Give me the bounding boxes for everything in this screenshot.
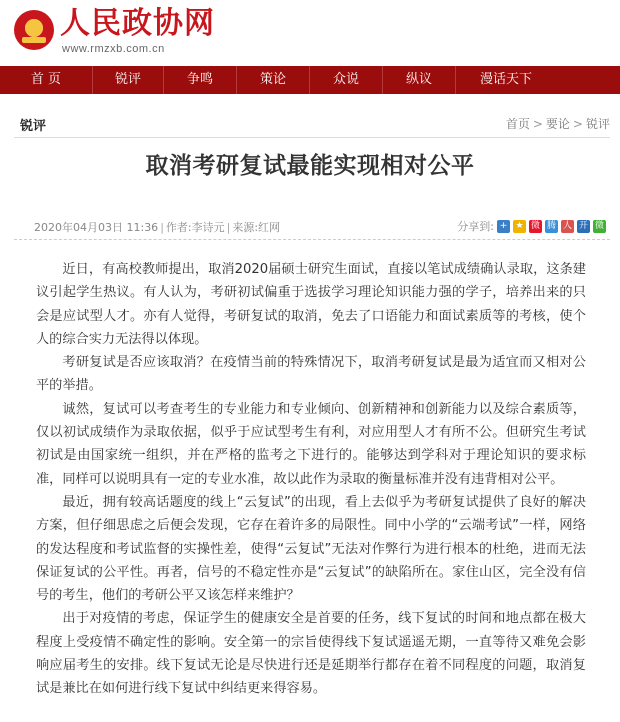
nav-item-celun[interactable]: 策论 [259, 72, 286, 87]
qzone-icon[interactable]: ★ [513, 220, 526, 233]
wechat-icon[interactable]: 微 [594, 220, 604, 231]
article-paragraph: 诚然，复试可以考查考生的专业能力和专业倾向、创新精神和创新能力以及综合素质等，仅以初试成绩作为录取依据，似乎于应试型考生有利，对应用型人才有所不公。但研究生考试初试是由国家统一组织，并在严格的监考之下进行的。能够达到学科对于理论知识的要求标准，同样可以说明具有一定的专业水准，故以此作为录取的衡量标准并没有违背相对公平。 [36, 401, 586, 487]
section-bar [14, 110, 610, 138]
site-url: www.rmzxb.com.cn [62, 43, 165, 55]
nav-item-ruiping[interactable]: 锐评 [114, 72, 141, 87]
nav-item-home[interactable]: 首 页 [30, 72, 62, 87]
meta-divider: | [226, 221, 231, 234]
article-body [36, 258, 586, 701]
breadcrumb [506, 115, 610, 132]
breadcrumb-home[interactable]: 首页 [505, 117, 530, 131]
nav-item-zhengming[interactable]: 争鸣 [186, 72, 213, 87]
meta-divider: | [160, 221, 164, 234]
site-header [0, 0, 620, 66]
share-toolbar [457, 218, 606, 234]
article-paragraph: 近日，有高校教师提出，取消2020届硕士研究生面试，直接以笔试成绩确认录取，这条建议引起学生热议。有人认为，考研初试偏重于选拔学习理论知识能力强的学子，培养出来的只会是应试型人才。亦有人觉得，考研复试的取消，免去了口语能力和面试素质等的考核，使个人的综合实力无法得以体现。 [36, 262, 586, 347]
meta-text [34, 219, 280, 235]
section-label: 锐评 [20, 119, 47, 134]
share-label: 分享到: [457, 220, 494, 233]
site-logo-title[interactable]: 人民政协网 [60, 6, 215, 41]
article-title: 取消考研复试最能实现相对公平 [145, 153, 475, 179]
plus-share-icon[interactable]: + [497, 220, 510, 233]
weibo-icon[interactable]: 微 [530, 220, 540, 231]
article-source: 来源:红网 [232, 221, 281, 234]
article-paragraph: 考研复试是否应该取消？在疫情当前的特殊情况下，取消考研复试是最为适宜而又相对公平的举措。 [36, 355, 586, 394]
article-paragraph: 出于对疫情的考虑，保证学生的健康安全是首要的任务，线下复试的时间和地点都在极大程度上受疫情不确定性的影响。安全第一的宗旨使得线下复试遥遥无期，一直等待又难免会影响应届考生的安排。线下复试无论是尽快进行还是延期举行都存在着不同程度的问题，取消复试是兼比在如何进行线下复试中纠结更来得容易。 [36, 611, 586, 697]
article-datetime: 2020年04月03日 11:36 [34, 221, 159, 234]
main-nav [0, 66, 620, 94]
article-paragraph: 最近，拥有较高话题度的线上“云复试”的出现，看上去似乎为考研复试提供了良好的解决方案，但仔细思虑之后便会发现，它存在着许多的局限性。同中小学的“云端考试”一样，网络的发达程度和考试监督的实操性差，使得“云复试”无法对作弊行为进行根本的杜绝，进而无法保证复试的公平性。再者，信号的不稳定性亦是“云复试”的缺陷所在。家住山区，完全没有信号的考生，他们的考研公平又该怎样来维护？ [36, 494, 586, 604]
breadcrumb-separator: > [572, 117, 583, 131]
article-meta [14, 212, 610, 240]
breadcrumb-yaolun[interactable]: 要论 [545, 117, 570, 131]
kaixin-icon[interactable]: 开 [578, 220, 588, 231]
renren-icon[interactable]: 人 [562, 220, 572, 231]
nav-item-zhongshuo[interactable]: 众说 [332, 72, 359, 87]
article-author: 作者:李诗元 [165, 221, 225, 234]
nav-item-manhua[interactable]: 漫话天下 [479, 72, 532, 87]
breadcrumb-separator: > [532, 117, 543, 131]
tencent-weibo-icon[interactable]: 腾 [546, 220, 556, 231]
nav-item-zongyi[interactable]: 纵议 [405, 72, 432, 87]
cppcc-emblem-logo[interactable] [14, 10, 54, 50]
breadcrumb-ruiping[interactable]: 锐评 [585, 117, 610, 131]
